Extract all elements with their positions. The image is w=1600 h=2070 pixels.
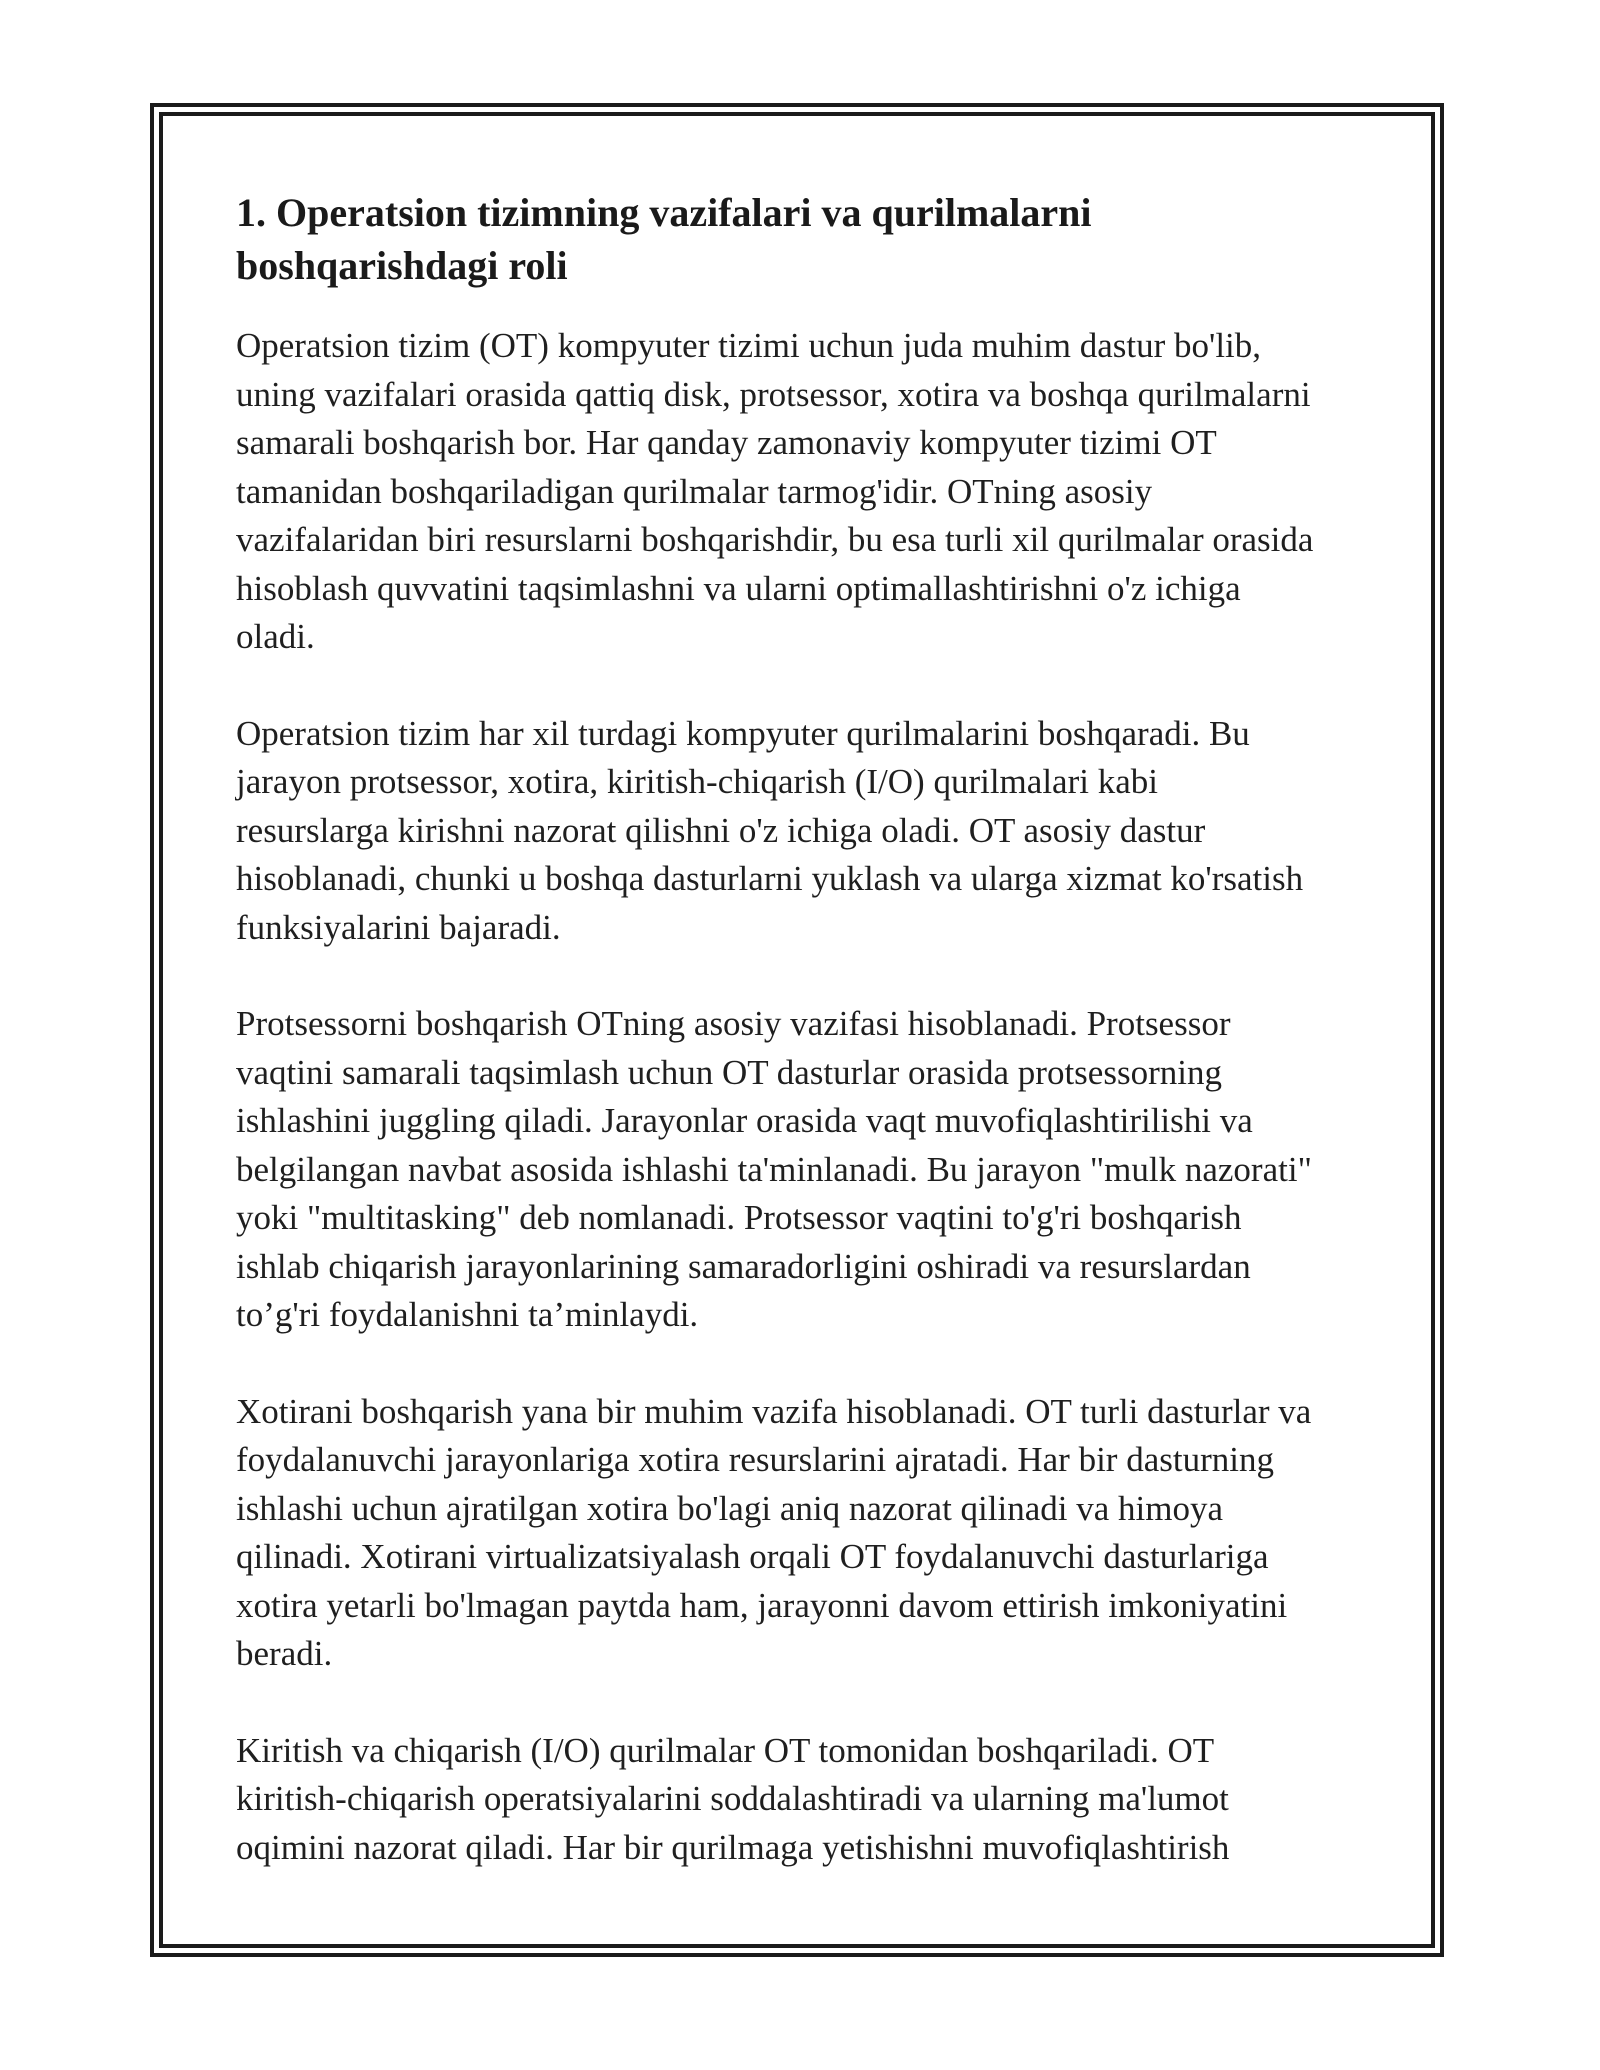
document-body — [236, 186, 1376, 1920]
text-line: qilinadi. Xotirani virtualizatsiyalash orqali OT foydalanuvchi dasturlariga — [236, 1537, 1269, 1576]
text-line: to’g'ri foydalanishni ta’minlaydi. — [236, 1295, 699, 1334]
text-line: ishlashini juggling qiladi. Jarayonlar orasida vaqt muvofiqlashtirilishi va — [236, 1101, 1253, 1140]
text-line: resurslarga kirishni nazorat qilishni o'z ichiga oladi. OT asosiy dastur — [236, 810, 1206, 850]
paragraph-ot-overview — [236, 322, 1376, 662]
text-line: belgilangan navbat asosida ishlashi ta'minlanadi. Bu jarayon "mulk nazorati" — [236, 1149, 1312, 1189]
text-line: funksiyalarini bajaradi. — [236, 907, 561, 947]
text-line: samarali boshqarish bor. Har qanday zamonaviy kompyuter tizimi OT — [236, 423, 1217, 462]
text-line: vaqtini samarali taqsimlash uchun OT dasturlar orasida protsessorning — [236, 1052, 1222, 1092]
text-line: oladi. — [236, 617, 315, 656]
text-line: kiritish-chiqarish operatsiyalarini soddalashtiradi va ularning ma'lumot — [236, 1779, 1229, 1818]
text-line: beradi. — [236, 1634, 333, 1673]
paragraph-device-management — [236, 710, 1376, 953]
text-line: Kiritish va chiqarish (I/O) qurilmalar OT tomonidan boshqariladi. OT — [236, 1730, 1215, 1770]
text-line: tamanidan boshqariladigan qurilmalar tarmog'idir. OTning asosiy — [236, 471, 1153, 511]
text-line: uning vazifalari orasida qattiq disk, protsessor, xotira va boshqa qurilmalarni — [236, 374, 1311, 414]
paragraph-io-management — [236, 1727, 1376, 1873]
text-line: ishlashi uchun ajratilgan xotira bo'lagi aniq nazorat qilinadi va himoya — [236, 1488, 1224, 1528]
text-line: jarayon protsessor, xotira, kiritish-chiqarish (I/O) qurilmalari kabi — [236, 762, 1158, 801]
text-line: hisoblanadi, chunki u boshqa dasturlarni yuklash va ularga xizmat ko'rsatish — [236, 859, 1304, 898]
section-heading — [236, 186, 1376, 292]
section-heading-line: boshqarishdagi roli — [236, 243, 568, 288]
text-line: oqimini nazorat qiladi. Har bir qurilmaga yetishishni muvofiqlashtirish — [236, 1827, 1230, 1867]
text-line: foydalanuvchi jarayonlariga xotira resurslarini ajratadi. Har bir dasturning — [236, 1440, 1274, 1479]
paragraph-memory-management — [236, 1388, 1376, 1679]
paragraph-processor-management — [236, 1000, 1376, 1340]
text-line: Protsessorni boshqarish OTning asosiy vazifasi hisoblanadi. Protsessor — [236, 1004, 1231, 1043]
text-line: xotira yetarli bo'lmagan paytda ham, jarayonni davom ettirish imkoniyatini — [236, 1585, 1288, 1625]
text-line: Operatsion tizim (OT) kompyuter tizimi uchun juda muhim dastur bo'lib, — [236, 326, 1262, 365]
text-line: ishlab chiqarish jarayonlarining samaradorligini oshiradi va resurslardan — [236, 1246, 1251, 1286]
text-line: yoki "multitasking" deb nomlanadi. Protsessor vaqtini to'g'ri boshqarish — [236, 1198, 1242, 1237]
text-line: Xotirani boshqarish yana bir muhim vazifa hisoblanadi. OT turli dasturlar va — [236, 1391, 1312, 1431]
text-line: vazifalaridan biri resurslarni boshqarishdir, bu esa turli xil qurilmalar orasida — [236, 520, 1314, 559]
text-line: hisoblash quvvatini taqsimlashni va ularni optimallashtirishni o'z ichiga — [236, 568, 1241, 608]
text-line: Operatsion tizim har xil turdagi kompyuter qurilmalarini boshqaradi. Bu — [236, 713, 1250, 753]
section-heading-line: 1. Operatsion tizimning vazifalari va qurilmalarni — [236, 190, 1092, 235]
